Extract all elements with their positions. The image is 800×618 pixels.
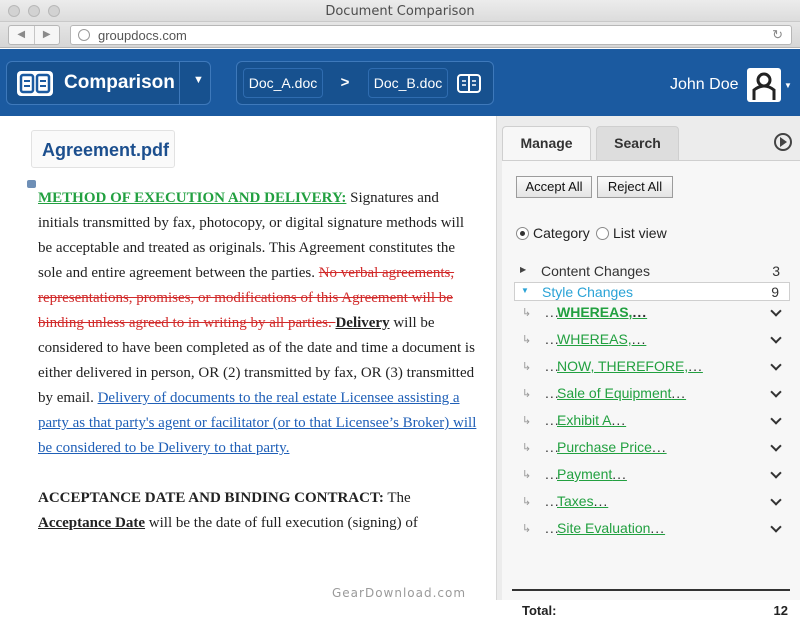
browser-toolbar bbox=[0, 22, 800, 48]
return-arrow-icon: ↳ bbox=[522, 496, 532, 508]
history-nav bbox=[8, 25, 60, 45]
manage-panel-body bbox=[502, 160, 800, 618]
caret-right-icon: ▶ bbox=[520, 265, 527, 274]
comment-icon[interactable] bbox=[27, 180, 36, 188]
item-prefix: ... bbox=[545, 520, 560, 536]
return-arrow-icon: ↳ bbox=[522, 388, 532, 400]
item-trail: ... bbox=[611, 412, 627, 428]
chevron-down-icon[interactable] bbox=[770, 440, 781, 451]
caret-down-icon: ▼ bbox=[521, 286, 529, 295]
category-label: Content Changes bbox=[541, 263, 650, 279]
reload-icon[interactable]: ↻ bbox=[772, 27, 783, 42]
inserted-heading[interactable]: METHOD OF EXECUTION AND DELIVERY: bbox=[38, 190, 347, 206]
body-text: will be the date of full execution (signing) of bbox=[145, 515, 418, 531]
change-item-text bbox=[557, 493, 608, 509]
category-label: Style Changes bbox=[542, 284, 634, 300]
change-item-text bbox=[557, 358, 703, 374]
list-view-radio-label: List view bbox=[613, 225, 667, 241]
compare-icon[interactable] bbox=[457, 74, 481, 93]
avatar[interactable] bbox=[747, 68, 781, 102]
address-bar[interactable] bbox=[70, 25, 792, 45]
change-item-text bbox=[557, 439, 667, 455]
change-item-text bbox=[557, 520, 665, 536]
window-titlebar bbox=[0, 0, 800, 22]
back-button[interactable]: ◀ bbox=[9, 26, 35, 44]
change-item[interactable] bbox=[516, 464, 784, 488]
change-item-text bbox=[557, 331, 646, 347]
item-prefix: ... bbox=[545, 493, 560, 509]
item-trail: ... bbox=[671, 385, 687, 401]
change-item[interactable] bbox=[516, 410, 784, 434]
change-item-label: Site Evaluation bbox=[557, 520, 651, 536]
site-icon bbox=[78, 29, 90, 41]
view-list-option[interactable] bbox=[596, 225, 667, 241]
document-viewer bbox=[0, 116, 496, 600]
deleted-text[interactable]: No verbal agreements, representations, promises, or modifications of this Agreement will be binding unless agreed to in writing by all parties. bbox=[38, 265, 455, 331]
chevron-down-icon[interactable] bbox=[770, 305, 781, 316]
category-style-changes[interactable] bbox=[514, 282, 790, 301]
change-item[interactable] bbox=[516, 518, 784, 542]
change-item[interactable] bbox=[516, 383, 784, 407]
doc-a-button[interactable]: Doc_A.doc bbox=[243, 68, 323, 98]
item-trail: ... bbox=[650, 520, 666, 536]
reject-all-button[interactable]: Reject All bbox=[597, 176, 673, 198]
brand-divider bbox=[179, 62, 180, 104]
change-item-label: Taxes bbox=[557, 493, 594, 509]
item-trail: ... bbox=[631, 331, 647, 347]
body-text: The bbox=[383, 490, 411, 506]
return-arrow-icon: ↳ bbox=[522, 442, 532, 454]
change-item[interactable] bbox=[516, 329, 784, 353]
tab-search[interactable]: Search bbox=[596, 126, 679, 160]
accept-all-button[interactable]: Accept All bbox=[516, 176, 592, 198]
item-prefix: ... bbox=[545, 439, 560, 455]
item-prefix: ... bbox=[545, 466, 560, 482]
compare-logo-icon bbox=[17, 71, 53, 96]
item-trail: ... bbox=[632, 304, 648, 320]
return-arrow-icon: ↳ bbox=[522, 415, 532, 427]
chevron-down-icon[interactable] bbox=[770, 494, 781, 505]
change-item-text bbox=[557, 304, 647, 320]
category-radio-label: Category bbox=[533, 225, 590, 241]
app-menu-button[interactable] bbox=[6, 61, 211, 105]
total-divider bbox=[512, 589, 790, 591]
change-item[interactable] bbox=[516, 302, 784, 326]
item-prefix: ... bbox=[545, 358, 560, 374]
app-title: Comparison bbox=[64, 72, 175, 93]
paragraph-execution bbox=[38, 186, 478, 461]
user-menu-chevron-icon[interactable]: ▼ bbox=[784, 81, 792, 90]
change-item-label: Payment bbox=[557, 466, 613, 482]
change-item-label: Sale of Equipment bbox=[557, 385, 672, 401]
chevron-down-icon[interactable] bbox=[770, 521, 781, 532]
item-trail: ... bbox=[612, 466, 627, 482]
change-item-label: WHEREAS, bbox=[557, 331, 632, 347]
view-category-option[interactable] bbox=[516, 225, 590, 241]
list-view-radio[interactable] bbox=[596, 227, 609, 240]
item-prefix: ... bbox=[545, 412, 560, 428]
app-header bbox=[0, 49, 800, 116]
change-item[interactable] bbox=[516, 437, 784, 461]
change-item-text bbox=[557, 466, 627, 482]
styled-term[interactable]: Acceptance Date bbox=[38, 515, 146, 531]
chevron-down-icon[interactable] bbox=[770, 332, 781, 343]
change-item-label: WHEREAS, bbox=[557, 304, 633, 320]
change-item[interactable] bbox=[516, 356, 784, 380]
item-trail: ... bbox=[593, 493, 609, 509]
body-text: Signatures and initials transmitted by fax, photocopy, or digital signature methods will be acceptable and treated as originals. This Agreement constitutes the sole and entire agreement between the parties. bbox=[38, 190, 465, 281]
item-trail: ... bbox=[688, 358, 703, 374]
category-radio[interactable] bbox=[516, 227, 529, 240]
change-item-text bbox=[557, 412, 626, 428]
body-text: will be considered to have been completed as of the date and time a document is either delivered in person, OR (2) transmitted by fax, OR (3) transmitted by email. bbox=[38, 315, 475, 406]
return-arrow-icon: ↳ bbox=[522, 361, 532, 373]
change-item-label: Exhibit A bbox=[557, 412, 612, 428]
document-picker bbox=[236, 61, 494, 105]
item-prefix: ... bbox=[545, 331, 560, 347]
chevron-down-icon[interactable] bbox=[770, 359, 781, 370]
user-name[interactable]: John Doe bbox=[670, 76, 739, 93]
tab-manage[interactable]: Manage bbox=[502, 126, 591, 160]
return-arrow-icon: ↳ bbox=[522, 334, 532, 346]
total-count: 12 bbox=[773, 603, 788, 618]
change-item-label: Purchase Price bbox=[557, 439, 652, 455]
return-arrow-icon: ↳ bbox=[522, 307, 532, 319]
category-count: 9 bbox=[771, 284, 779, 300]
doc-b-button[interactable]: Doc_B.doc bbox=[368, 68, 448, 98]
item-prefix: ... bbox=[545, 385, 560, 401]
chevron-down-icon[interactable] bbox=[770, 413, 781, 424]
added-text[interactable]: Delivery of documents to the real estate Licensee assisting a party as that party's agent or facilitator (or to that Licensee’s Broker) will be considered to be Delivery to that party. bbox=[38, 390, 477, 456]
styled-term[interactable]: Delivery bbox=[335, 315, 390, 331]
change-item[interactable] bbox=[516, 491, 784, 515]
change-item-label: NOW, THEREFORE, bbox=[557, 358, 689, 374]
category-content-changes[interactable] bbox=[514, 262, 790, 281]
play-icon[interactable] bbox=[774, 133, 792, 151]
item-prefix: ... bbox=[545, 304, 560, 320]
changes-panel bbox=[502, 116, 800, 618]
forward-button[interactable]: ▶ bbox=[42, 29, 51, 40]
return-arrow-icon: ↳ bbox=[522, 469, 532, 481]
chevron-down-icon[interactable] bbox=[770, 467, 781, 478]
window-title: Document Comparison bbox=[325, 4, 475, 19]
chevron-down-icon[interactable] bbox=[770, 386, 781, 397]
chevron-right-icon[interactable]: > bbox=[340, 74, 350, 91]
chevron-down-icon[interactable]: ▼ bbox=[193, 74, 204, 86]
category-count: 3 bbox=[772, 263, 780, 279]
document-tab[interactable]: Agreement.pdf bbox=[31, 130, 175, 168]
section-heading: ACCEPTANCE DATE AND BINDING CONTRACT: bbox=[38, 490, 384, 506]
paragraph-acceptance bbox=[38, 486, 478, 536]
item-trail: ... bbox=[651, 439, 667, 455]
total-label: Total: bbox=[522, 603, 557, 618]
watermark: GearDownload.com bbox=[332, 586, 467, 600]
url-text: groupdocs.com bbox=[98, 28, 187, 43]
change-item-text bbox=[557, 385, 686, 401]
return-arrow-icon: ↳ bbox=[522, 523, 532, 535]
document-body bbox=[38, 186, 478, 536]
